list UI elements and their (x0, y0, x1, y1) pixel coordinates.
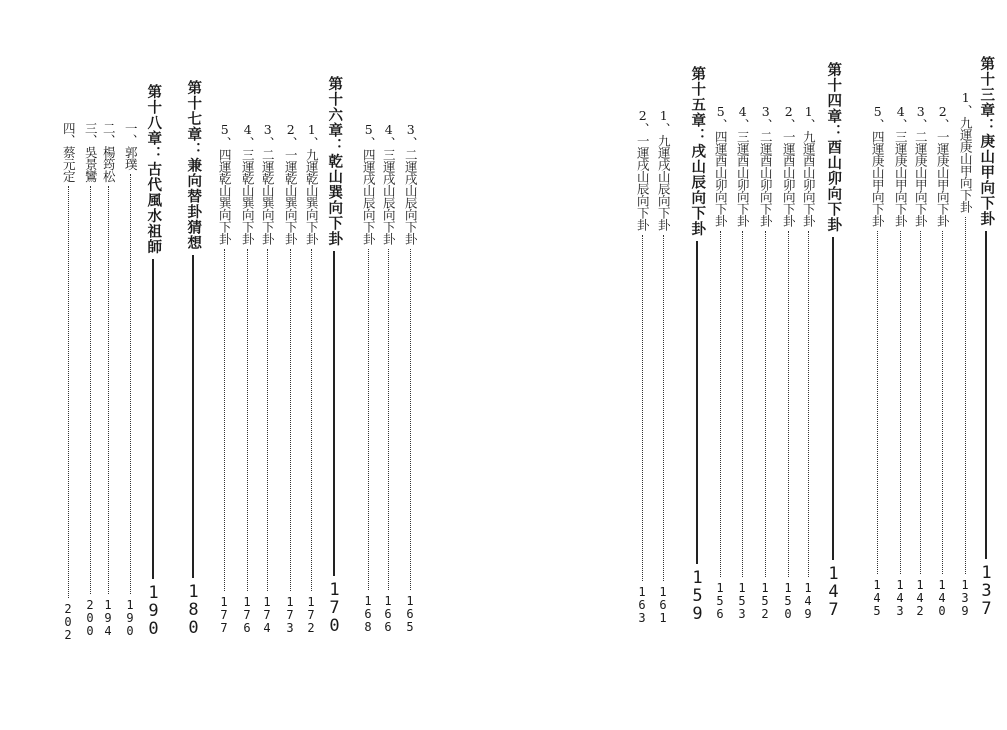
chapter-title: 第十五章：戌山辰向下卦 (689, 66, 707, 237)
page-number: 180 (183, 582, 204, 636)
dotted-leader-line (788, 231, 789, 578)
chapter-title: 第十七章：兼向替卦猜想 (185, 80, 203, 251)
page-number: 166 (381, 594, 395, 633)
section-title: 1、九運庚山甲向下卦 (958, 90, 974, 213)
page-number: 177 (217, 595, 231, 634)
page-number: 152 (758, 581, 772, 620)
page-number: 140 (935, 578, 949, 617)
section-title: 5、四運酉山卯向下卦 (713, 104, 729, 227)
toc-section-entry (779, 104, 797, 620)
dotted-leader-line (942, 231, 943, 575)
section-title: 2、一運酉山卯向下卦 (781, 104, 797, 227)
page-number: 168 (361, 594, 375, 633)
dotted-leader-line (742, 231, 743, 578)
dotted-leader-line (224, 249, 225, 592)
dotted-leader-line (877, 231, 878, 575)
toc-chapter-entry (323, 76, 345, 634)
page-number: 161 (656, 585, 670, 624)
left-page (0, 0, 500, 730)
toc-section-entry (933, 104, 951, 617)
toc-section-entry (401, 122, 419, 633)
toc-section-entry (756, 104, 774, 620)
toc-chapter-entry (182, 80, 204, 636)
page-number: 163 (635, 585, 649, 624)
section-title: 3、二運庚山甲向下卦 (913, 104, 929, 227)
section-title: 5、四運乾山巽向下卦 (217, 122, 233, 245)
chapter-title: 第十四章：酉山卯向下卦 (825, 62, 843, 233)
section-title: 5、四運戌山辰向下卦 (361, 122, 377, 245)
page-number: 202 (61, 602, 75, 641)
page-number: 149 (801, 581, 815, 620)
page-number: 174 (260, 595, 274, 634)
toc-section-entry (868, 104, 886, 617)
dotted-leader-line (130, 174, 131, 594)
toc-section-entry (891, 104, 909, 617)
toc-section-entry (121, 122, 139, 637)
section-title: 2、一運戌山辰向下卦 (635, 108, 651, 231)
section-title: 三、吳景鸞 (83, 122, 99, 182)
page-number: 145 (870, 578, 884, 617)
chapter-title: 第十三章：庚山甲向下卦 (978, 56, 996, 227)
page-number: 153 (735, 581, 749, 620)
dotted-leader-line (311, 249, 312, 592)
solid-leader-line (152, 259, 154, 580)
page-number: 170 (324, 580, 345, 634)
page-number: 190 (123, 598, 137, 637)
page-number: 165 (403, 594, 417, 633)
dotted-leader-line (90, 186, 91, 594)
section-title: 4、三運乾山巽向下卦 (240, 122, 256, 245)
section-title: 一、郭璞 (123, 122, 139, 170)
section-title: 4、三運庚山甲向下卦 (893, 104, 909, 227)
dotted-leader-line (267, 249, 268, 592)
chapter-title: 第十八章：古代風水祖師 (145, 84, 163, 255)
toc-section-entry (99, 122, 117, 637)
solid-leader-line (985, 231, 987, 560)
toc-section-entry (215, 122, 233, 634)
toc-chapter-entry (822, 62, 844, 618)
section-title: 二、楊筠松 (101, 122, 117, 182)
toc-chapter-entry (975, 56, 997, 617)
page-number: 190 (143, 583, 164, 637)
page-number: 139 (958, 578, 972, 617)
toc-section-entry (654, 108, 672, 624)
section-title: 3、二運乾山巽向下卦 (260, 122, 276, 245)
dotted-leader-line (965, 217, 966, 575)
toc-section-entry (81, 122, 99, 637)
page-number: 147 (823, 564, 844, 618)
dotted-leader-line (900, 231, 901, 575)
chapter-title: 第十六章：乾山巽向下卦 (326, 76, 344, 247)
page-number: 142 (913, 578, 927, 617)
solid-leader-line (696, 241, 698, 565)
toc-section-entry (238, 122, 256, 634)
dotted-leader-line (765, 231, 766, 578)
page-number: 150 (781, 581, 795, 620)
toc-section-entry (956, 90, 974, 617)
toc-section-entry (59, 122, 77, 641)
toc-section-entry (711, 104, 729, 620)
section-title: 4、三運戌山辰向下卦 (381, 122, 397, 245)
page-number: 137 (976, 563, 997, 617)
toc-section-entry (359, 122, 377, 633)
section-title: 2、一運庚山甲向下卦 (935, 104, 951, 227)
section-title: 1、九運戌山辰向下卦 (656, 108, 672, 231)
solid-leader-line (832, 237, 834, 561)
page-number: 173 (283, 595, 297, 634)
dotted-leader-line (247, 249, 248, 592)
page-number: 172 (304, 595, 318, 634)
dotted-leader-line (642, 235, 643, 582)
section-title: 4、三運酉山卯向下卦 (735, 104, 751, 227)
page-number: 159 (687, 568, 708, 622)
dotted-leader-line (368, 249, 369, 591)
section-title: 2、一運乾山巽向下卦 (283, 122, 299, 245)
toc-section-entry (258, 122, 276, 634)
page-number: 200 (83, 598, 97, 637)
section-title: 3、二運酉山卯向下卦 (758, 104, 774, 227)
dotted-leader-line (720, 231, 721, 578)
dotted-leader-line (663, 235, 664, 582)
solid-leader-line (333, 251, 335, 577)
solid-leader-line (192, 255, 194, 579)
page-number: 156 (713, 581, 727, 620)
toc-chapter-entry (142, 84, 164, 637)
toc-section-entry (281, 122, 299, 634)
dotted-leader-line (388, 249, 389, 591)
dotted-leader-line (410, 249, 411, 591)
page-number: 143 (893, 578, 907, 617)
toc-section-entry (799, 104, 817, 620)
dotted-leader-line (108, 186, 109, 594)
dotted-leader-line (920, 231, 921, 575)
section-title: 四、蔡元定 (61, 122, 77, 182)
toc-section-entry (379, 122, 397, 633)
section-title: 1、九運乾山巽向下卦 (304, 122, 320, 245)
right-page (500, 0, 1007, 730)
dotted-leader-line (68, 186, 69, 598)
dotted-leader-line (290, 249, 291, 592)
page-number: 176 (240, 595, 254, 634)
section-title: 1、九運酉山卯向下卦 (801, 104, 817, 227)
dotted-leader-line (808, 231, 809, 578)
toc-chapter-entry (686, 66, 708, 622)
page-number: 194 (101, 598, 115, 637)
section-title: 3、二運戌山辰向下卦 (403, 122, 419, 245)
toc-section-entry (733, 104, 751, 620)
toc-section-entry (633, 108, 651, 624)
toc-section-entry (911, 104, 929, 617)
toc-section-entry (302, 122, 320, 634)
section-title: 5、四運庚山甲向下卦 (870, 104, 886, 227)
